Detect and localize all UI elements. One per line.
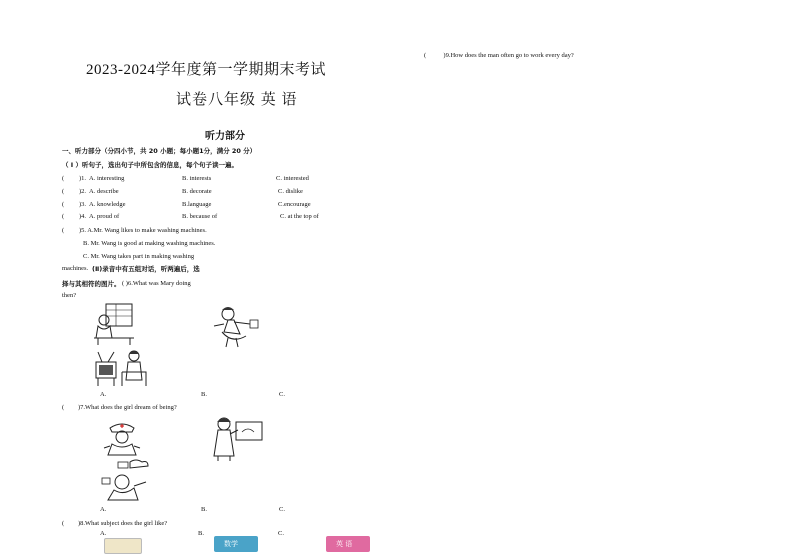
- q8-paren: (: [62, 520, 65, 527]
- q7-picture-nurse: [102, 420, 142, 456]
- q6-question-tail: then?: [62, 292, 77, 299]
- q4-num: )4.: [79, 213, 87, 220]
- q3-option-b: B.language: [182, 201, 212, 208]
- q7-picture-cook: [100, 458, 156, 502]
- q5-option-c-tail: machines.: [62, 265, 89, 272]
- q5-option-a: )5. A.Mr. Wang likes to make washing machines.: [79, 227, 207, 234]
- q4-option-c: C. at the top of: [280, 213, 319, 220]
- q2-paren: (: [62, 188, 65, 195]
- q8-label-b: B.: [198, 530, 204, 537]
- q1-option-c: C. interested: [276, 175, 309, 182]
- q7-paren: (: [62, 404, 65, 411]
- q9-paren: (: [424, 52, 427, 59]
- q5-option-c: C. Mr. Wang takes part in making washing: [83, 253, 195, 260]
- q7-picture-teacher: [208, 416, 264, 462]
- q2-option-a: A. describe: [89, 188, 119, 195]
- q3-num: )3.: [79, 201, 87, 208]
- q2-num: )2.: [79, 188, 87, 195]
- part-two-heading: (Ⅱ)录音中有五组对话，听两遍后，选: [92, 265, 200, 273]
- q6-picture-desk-studying: [92, 302, 136, 346]
- q7-label-b: B.: [201, 506, 207, 513]
- exam-title: 2023-2024学年度第一学期期末考试: [86, 62, 326, 78]
- q8-label-a: A.: [100, 530, 107, 537]
- q8-book-b-title: 数学: [224, 540, 238, 548]
- q4-option-b: B. because of: [182, 213, 218, 220]
- part-two-heading-2: 择与其相符的图片。: [62, 280, 121, 288]
- q6-picture-watching-tv: [92, 348, 152, 388]
- q6-label-b: B.: [201, 391, 207, 398]
- exam-subtitle: 试卷八年级 英 语: [176, 92, 298, 108]
- q2-option-c: C. dislike: [278, 188, 303, 195]
- q8-book-a: [104, 538, 142, 554]
- q3-paren: (: [62, 201, 65, 208]
- q2-option-b: B. decorate: [182, 188, 212, 195]
- q6-label-c: C.: [279, 391, 285, 398]
- q5-paren: (: [62, 227, 65, 234]
- part-one-subheading: （ Ⅰ ）听句子，选出句子中所包含的信息，每个句子读一遍。: [62, 161, 238, 169]
- q7-question: )7.What does the girl dream of being?: [78, 404, 177, 411]
- q1-option-a-text: A. interesting: [89, 175, 125, 182]
- q4-option-a: A. proud of: [89, 213, 120, 220]
- part-one-heading: 一、听力部分（分四小节，共 20 小题；每小题1分，满分 20 分）: [62, 147, 257, 155]
- q1-option-b: B. interests: [182, 175, 212, 182]
- q9-text: )9.How does the man often go to work every day?: [443, 52, 574, 59]
- q6-question: ( )6.What was Mary doing: [122, 280, 191, 287]
- q3-option-c: C.encourage: [278, 201, 311, 208]
- q3-option-a: A. knowledge: [89, 201, 126, 208]
- q6-picture-girl-dancing: [210, 304, 260, 348]
- q8-question: )8.What subject does the girl like?: [78, 520, 168, 527]
- q7-label-c: C.: [279, 506, 285, 513]
- section-title: 听力部分: [205, 131, 245, 142]
- q8-book-c-title: 英 语: [336, 540, 353, 548]
- q7-label-a: A.: [100, 506, 107, 513]
- q1-paren: (: [62, 175, 65, 182]
- q1-option-a: )1.: [79, 175, 87, 182]
- q6-label-a: A.: [100, 391, 107, 398]
- q5-option-b: B. Mr. Wang is good at making washing machines.: [83, 240, 216, 247]
- q8-label-c: C.: [278, 530, 284, 537]
- q4-paren: (: [62, 213, 65, 220]
- q9-row: [424, 52, 574, 59]
